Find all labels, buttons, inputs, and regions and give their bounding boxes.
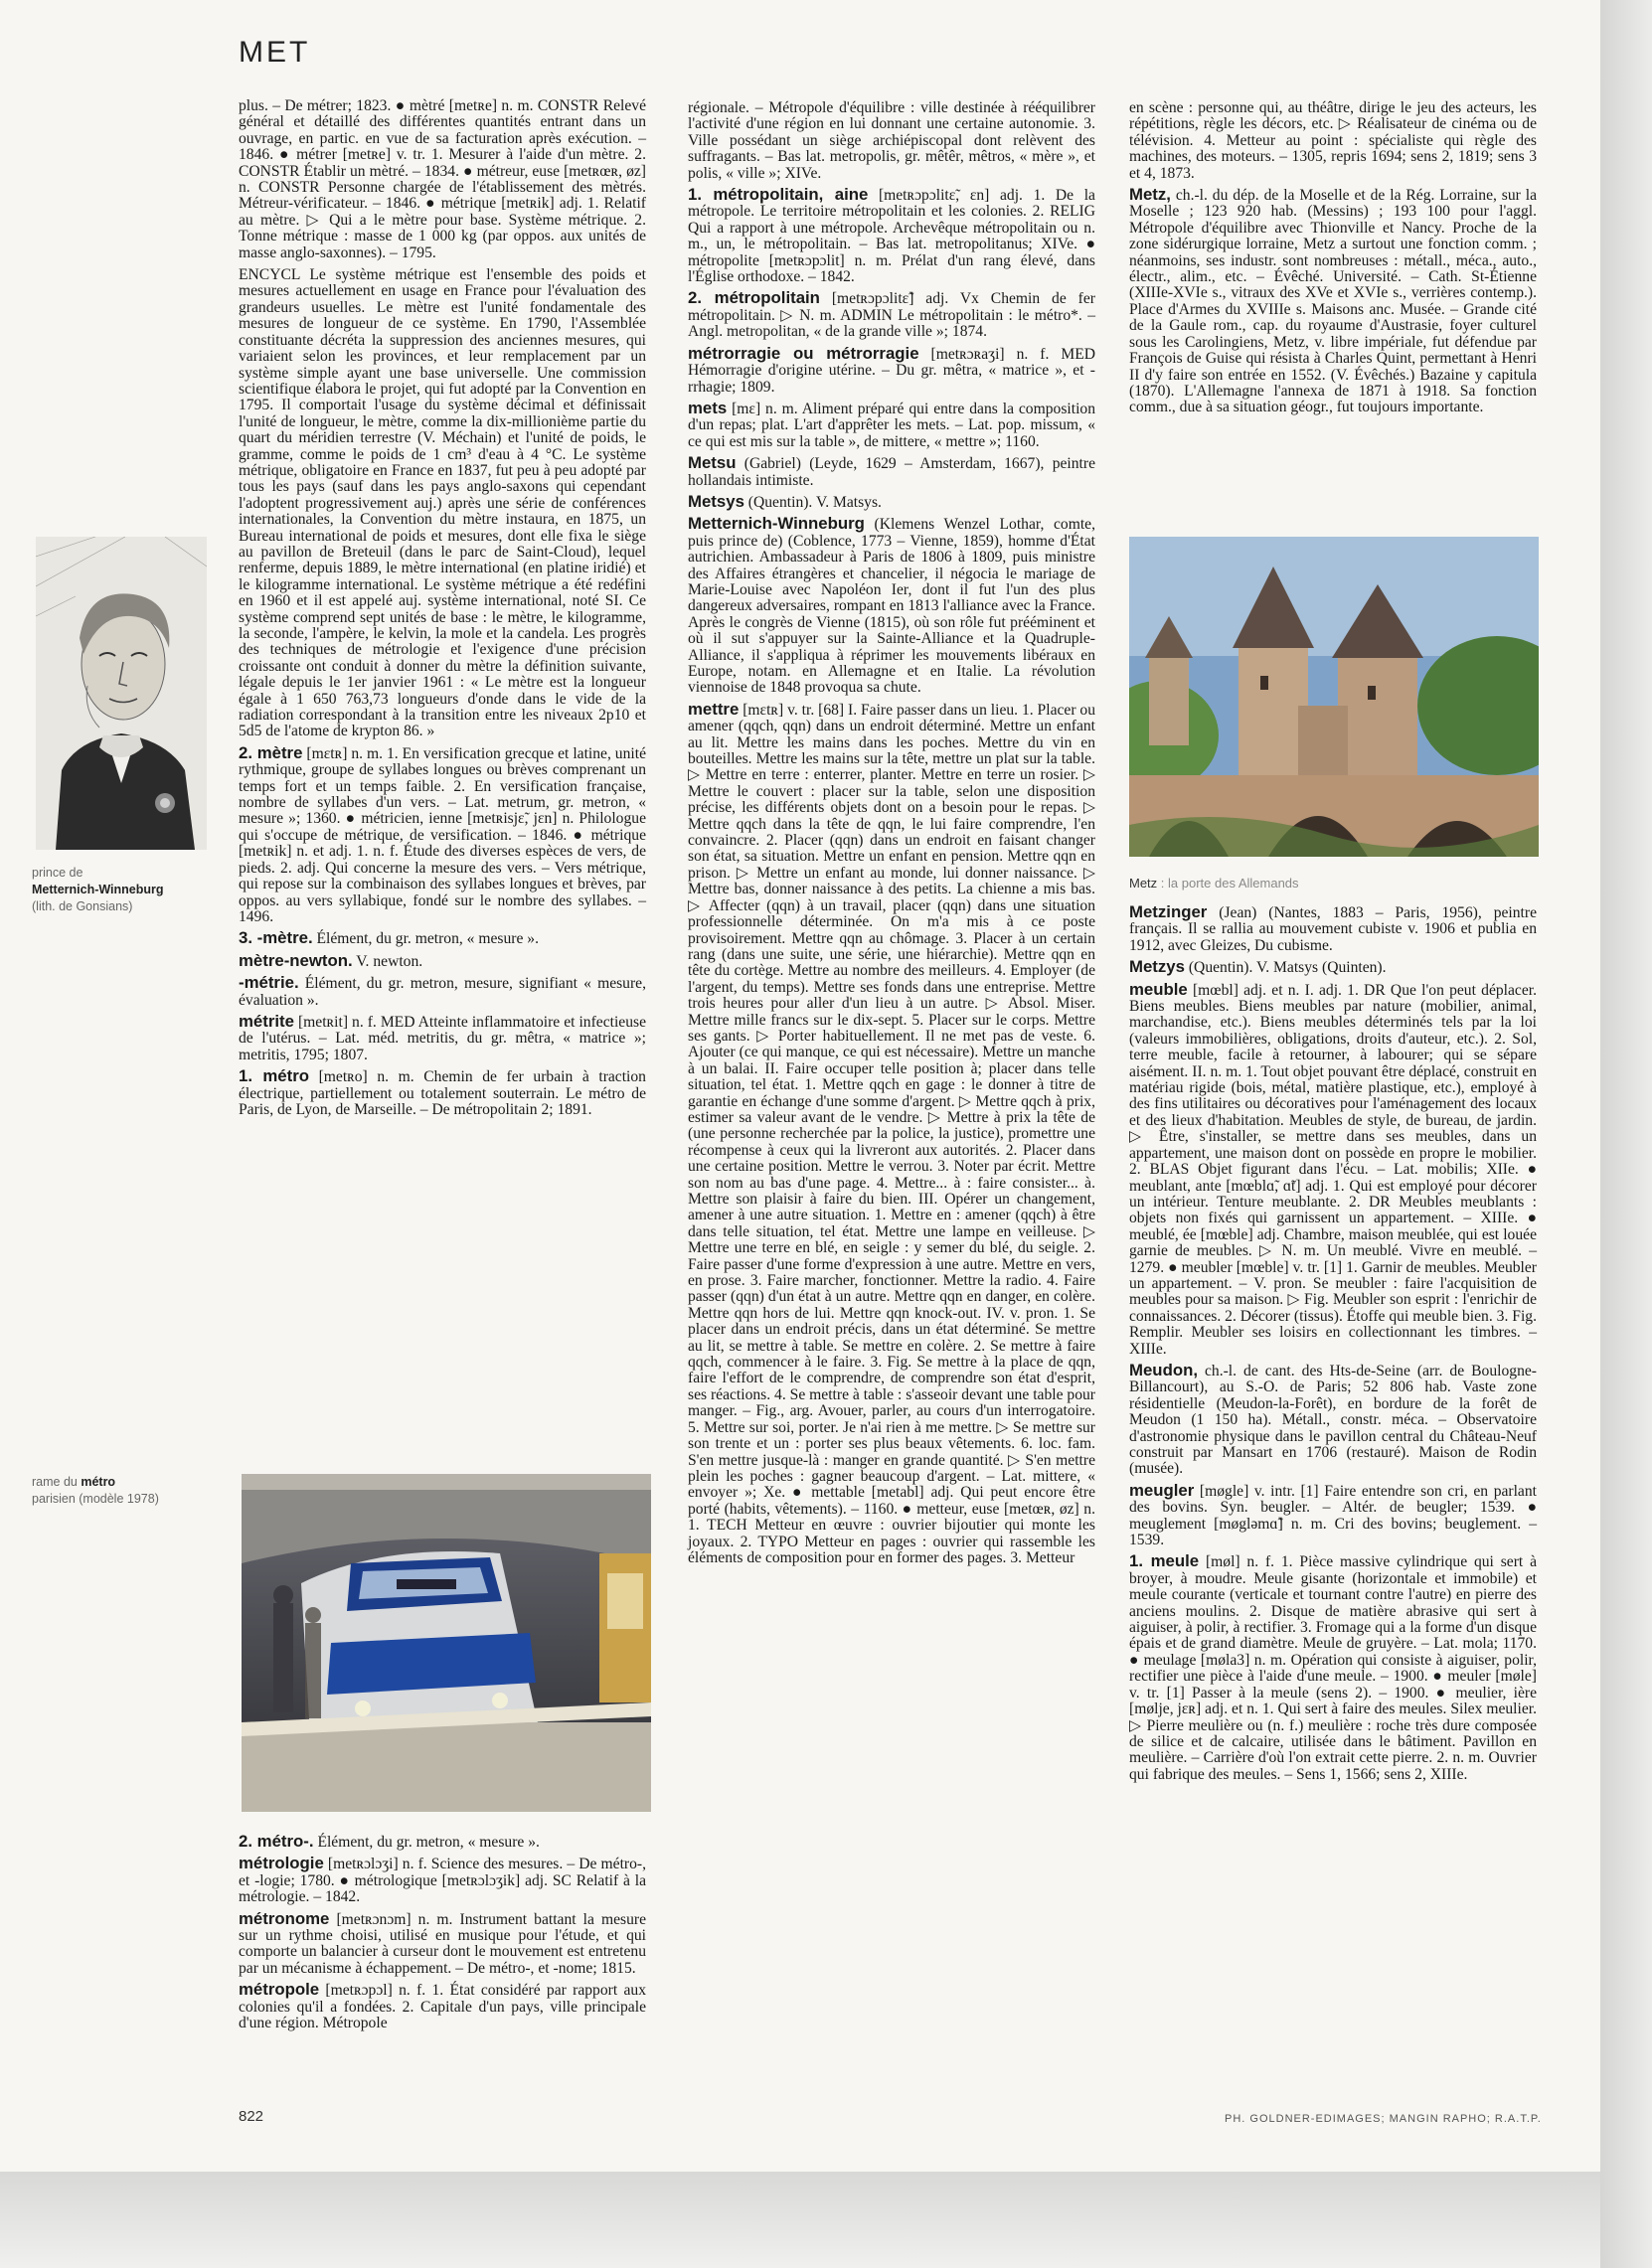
metro-train-illustration [242,1474,651,1812]
entry-definition: [metʀit] n. f. MED Atteinte inflammatoire et infectieuse de l'utérus. – Lat. méd. metritis, du gr. mêtra, « matrice »; metritis, 1795; 1807. [239,1013,646,1063]
entry-headword: 2. mètre [239,742,303,762]
dictionary-entry [239,975,646,1009]
entry-definition: régionale. – Métropole d'équilibre : ville destinée à rééquilibrer l'activité d'une région en lui donnant une certaine autonomie. 3. Ville possédant un siège archiépiscopal dont relèvent des suffragants. – Bas lat. metropolis, gr. mêtêr, mêtros, « mère », et polis, « ville »; XIVe. [688,99,1095,182]
metro-caption-line1: rame du [32,1475,78,1489]
dictionary-entry [239,1068,646,1118]
column-2 [688,99,1095,1571]
entry-headword: métropole [239,1980,320,2000]
photo-credit: PH. GOLDNER-EDIMAGES; MANGIN RAPHO; R.A.T.P. [1225,2113,1542,2125]
entry-definition: [metʀɔpɔlitɛ̃, ɛn] adj. 1. De la métropole. Le territoire métropolitain et les colonies. 2. RELIG Qui a rapport à une métropole. Archevêque métropolitain ou n. m., un, le métropolitain. – Bas lat. metropolitanus; XIVe. ● métropolite [metʀɔpɔlit] n. m. Prélat d'un rang élevé, dans l'Église orthodoxe. – 1842. [688,187,1095,286]
entry-definition: en scène : personne qui, au théâtre, dirige le jeu des acteurs, les répétitions, règle les décors, etc. ▷ Réalisateur de cinéma ou de télévision. 4. Metteur au point : spécialiste qui règle des machines, des moteurs. – 1305, repris 1694; sens 2, 1819; sens 3 et 4, 1873. [1129,99,1537,182]
metz-caption [1129,876,1539,891]
entry-headword: Metternich-Winneburg [688,514,865,534]
dictionary-entry [239,1982,646,2031]
running-head: MET [239,36,311,69]
entry-definition: [metʀɔnɔm] n. m. Instrument battant la mesure sur un rythme choisi, utilisé en musique pour l'étude, et qui comporte un balancier à curseur dont le mouvement est entretenu par un mécanisme à échappement. – De métro-, et -nome; 1815. [239,1910,646,1977]
entry-definition: (Quentin). V. Matsys (Quinten). [1184,959,1387,977]
entry-headword: Metzinger [1129,902,1208,921]
dictionary-entry [239,930,646,947]
metz-caption-text: : la porte des Allemands [1157,876,1299,891]
entry-definition: [møgle] v. intr. [1] Faire entendre son cri, en parlant des bovins. Syn. beugler. – Altér. de beugler; 1539. ● meuglement [møgləmɑ̃] n. m. Cri des bovins; beuglement. – 1539. [1129,1482,1537,1549]
dictionary-entry [239,1908,646,1978]
column-2-entries [688,99,1095,1566]
dictionary-entry [688,99,1095,182]
dictionary-entry [239,1011,646,1063]
entry-definition: (Jean) (Nantes, 1883 – Paris, 1956), peintre français. Il se rallia au mouvement cubiste v. 1906 et publia en 1912, avec Gleizes, Du cubisme. [1129,904,1537,954]
dictionary-entry [688,187,1095,285]
column-1-continued [239,1834,646,2036]
entry-headword: métrologie [239,1854,324,1873]
metternich-portrait-drawing [36,537,207,850]
entry-headword: -métrie. [239,973,299,993]
entry-headword: métrite [239,1011,294,1031]
entry-definition: V. newton. [352,952,423,970]
entry-definition: [metʀɔʀaʒi] n. f. MED Hémorragie d'origine utérine. – Du gr. mêtra, « matrice », et -rrhagie; 1809. [688,345,1095,396]
column-3 [1129,99,1537,421]
dictionary-entry [688,455,1095,489]
dictionary-entry [1129,1360,1537,1478]
portrait-caption-name: Metternich-Winneburg [32,883,164,896]
entry-definition: Élément, du gr. metron, « mesure ». [313,1834,540,1851]
metro-caption-name: métro [81,1475,116,1489]
entry-definition: Élément, du gr. metron, « mesure ». [312,930,539,948]
dictionary-entry [688,491,1095,511]
dictionary-entry [239,1856,646,1905]
entry-definition: (Quentin). V. Matsys. [743,493,882,511]
entry-definition: [metʀɔpɔlitɛ̃] adj. Vx Chemin de fer métropolitain. ▷ N. m. ADMIN Le métropolitain : le métro*. – Angl. metropolitan, « de la grande ville »; 1874. [688,290,1095,341]
entry-definition: [mɛ] n. m. Aliment préparé qui entre dans la composition d'un repas; plat. L'art d'apprêter les mets. – Lat. pop. missum, « ce qui est mis sur la table », de mittere, « mettre »; 1160. [688,400,1095,450]
dictionary-entry [688,699,1096,1567]
entry-definition: [metʀo] n. m. Chemin de fer urbain à traction électrique, partiellement ou totalement souterrain. Le métro de Paris, de Lyon, de Marseille. – De métropolitain 2; 1891. [239,1068,646,1118]
entry-headword: 1. métropolitain, aine [688,185,869,205]
dictionary-entry [239,266,646,740]
entry-headword: mets [688,398,728,417]
entry-headword: 2. métro-. [239,1832,314,1851]
metternich-portrait [36,537,207,850]
dictionary-entry [688,343,1095,396]
column-1-entries [239,97,646,1118]
page-edge-bottom [0,2172,1600,2268]
portrait-caption-line1: prince de [32,866,83,880]
entry-headword: Metz, [1129,185,1171,205]
column-3-continued-entries [1129,904,1537,1783]
entry-definition: [møl] n. f. 1. Pièce massive cylindrique qui sert à broyer, à moudre. Meule gisante (horizontale et immobile) et meule courante (verticale et tournant contre l'autre) en pierre des anciens moulins. 2. Disque de matière abrasive qui sert à aiguiser, à polir, à rectifier. 3. Fromage qui a la forme d'un disque épais et de grand diamètre. Meule de gruyère. – Lat. mola; 1170. ● meulage [møla3] n. m. Opération qui consiste à aiguiser, polir, rectifier une pièce à l'aide d'une meule. – 1900. ● meuler [møle] v. tr. [1] Passer à la meule (sens 2). – 1900. ● meulier, ière [mølje, jɛʀ] adj. et n. 1. Qui sert à faire des meules. Silex meulier. ▷ Pierre meulière ou (n. f.) meulière : roche très dure composée de silice et de calcaire, utilisée dans le bâtiment. Pavillon en meulière. – Carrière d'où l'on extrait cette pierre. 2. n. m. Ouvrier qui fabrique des meules. – Sens 1, 1566; sens 2, XIIIe. [1129,1553,1537,1783]
dictionary-entry [1129,979,1537,1358]
entry-headword: Metzys [1129,957,1185,977]
dictionary-entry [239,1834,646,1851]
entry-headword: meugler [1129,1480,1195,1500]
page-number: 822 [239,2108,264,2125]
entry-headword: Metsu [688,453,737,473]
column-3-continued [1129,904,1537,1788]
entry-headword: 3. -mètre. [239,928,313,948]
entry-headword: Meudon, [1129,1360,1198,1379]
page-edge-right [1600,0,1652,2268]
entry-headword: métronome [239,1908,330,1928]
dictionary-entry [239,742,646,925]
entry-definition: [mɛtʀ] v. tr. [68] I. Faire passer dans un lieu. 1. Placer ou amener (qqch, qqn) dans un endroit déterminé. Mettre un enfant au lit. Mettre les mains dans les poches. Mettre du vin en bouteilles. Mettre les mains sur la tête, mettre un plat sur la table. ▷ Mettre en terre : enterrer, planter. Mettre en terre un rosier. ▷ Mettre le couvert : placer sur la table, selon une disposition précise, les différents objets dont on a besoin pour le repas. ▷ Mettre qqch dans la tête de qqn, le lui faire comprendre, l'en convaincre. 2. Placer (qqn) dans un endroit en faisant changer son état, sa situation. Mettre un enfant en pension. Mettre qqn en prison. ▷ Mettre un enfant au monde, lui donner naissance. ▷ Mettre bas, donner naissance à des petits. La chienne a mis bas. ▷ Affecter (qqn) à un travail, placer (qqn) dans une situation professionnelle déterminée. On m'a mis à ce poste provisoirement. Mettre qqn au chômage. 3. Placer à un certain rang (dans une suite, une série, une hiérarchie). Mettre qqn en tête du cortège. Mettre au nombre des meilleurs. 4. Employer (de l'argent, du temps). Mettre ses fonds dans une entreprise. Mettre trois heures pour aller d'un lieu à un autre. ▷ Absol. Miser. Mettre mille francs sur le dix-sept. 5. Placer sur le corps. Mettre ses gants. ▷ Porter habituellement. Il ne met pas de veste. 6. Ajouter (ce qui manque, ce qui est nécessaire). Mettre un manche à un balai. II. Faire occuper telle position à; placer dans telle situation, tel état. 1. Mettre qqch en gage : le donner à titre de garantie en échange d'une somme d'argent. ▷ Mettre qqch à prix, estimer sa valeur avant de le vendre. ▷ Mettre à prix la tête de (une personne recherchée par la police, la justice), promettre une récompense à ceux qui la livreront aux autorités. 2. Placer dans une certaine position. Mettre le verrou. 3. Noter par écrit. Mettre son nom au bas d'une page. 4. Mettre... à : faire consister... à. Mettre son plaisir à faire du bien. III. Opérer un changement, amener à une autre situation. 1. Mettre en : amener (qqch) à être dans telle situation, tel état. Mettre une lampe en veilleuse. ▷ Mettre une terre en blé, en seigle : y semer du blé, du seigle. 2. Faire passer d'une forme d'expression à une autre. Mettre en vers, en prose. 3. Faire marcher, fonctionner. Mettre la radio. 4. Faire passer (qqn) d'un état à un autre. Mettre qqn en danger, en colère. Mettre qqn hors de lui. Mettre qqn knock-out. IV. v. pron. 1. Se placer dans un endroit précis, dans un état déterminé. Se mettre au lit, se mettre à table. Se mettre en colère. 2. Se mettre à faire qqch, commencer à le faire. 3. Fig. Se mettre à la place de qqn, faire l'effort de le comprendre, de comprendre son état d'esprit, ses réactions. 4. Se mettre à table : s'asseoir devant une table pour manger. – Fig., arg. Avouer, parler, au cours d'un interrogatoire. 5. Mettre sur soi, porter. Je n'ai rien à me mettre. ▷ Se mettre sur son trente et un : porter ses plus beaux vêtements. 6. loc. fam. S'en mettre jusque-là : manger en grande quantité. ▷ S'en mettre plein les poches : gagner beaucoup d'argent. – Lat. mittere, « envoyer »; Xe. ● mettable [metabl] adj. Qui peut encore être porté (habits, vêtements). – 1160. ● metteur, euse [metœʀ, øz] n. 1. TECH Metteur en œuvre : ouvrier bijoutier qui monte les joyaux. 2. TYPO Metteur en pages : ouvrier qui rassemble les éléments de composition pour en former des pages. 3. Metteur [688,701,1096,1566]
column-1 [239,97,646,1123]
entry-definition: (Gabriel) (Leyde, 1629 – Amsterdam, 1667), peintre hollandais intimiste. [688,455,1095,489]
entry-headword: mètre-newton. [239,950,353,970]
entry-definition: [metʀɔlɔʒi] n. f. Science des mesures. – De métro-, et -logie; 1780. ● métrologique [metʀɔlɔʒik] adj. SC Relatif à la métrologie. – 1842. [239,1856,646,1906]
entry-definition: ch.-l. du dép. de la Moselle et de la Rég. Lorraine, sur la Moselle ; 123 920 hab. (Messins) ; 193 100 pour l'aggl. Métropole d'équilibre avec Thionville et Nancy. Proche de la zone sidérurgique lorraine, Metz a surtout une fonction comm. ; néanmoins, ses industr. sont nombreuses : métall., méca., auto., électr., alim., etc. – Évêché. Université. – Cath. St-Étienne (XIIIe-XVIe s., vitraux des XVe et XVIe s., verrières contemp.). Place d'Armes du XVIIIe s. Maisons anc. Musée. – Grande cité de la Gaule rom., cap. du royaume d'Austrasie, foyer culturel sous les Carolingiens, Metz, v. libre impériale, fut défendue par François de Guise qui résista à Charles Quint, permettant à Henri II d'y faire son entrée en 1552. (V. Évêchés.) Bazaine y capitula (1870). L'Allemagne l'annexa de 1871 à 1918. Sa fonction comm., due à sa situation géogr., fut toujours importante. [1129,187,1537,416]
entry-definition: [mœbl] adj. et n. I. adj. 1. DR Que l'on peut déplacer. Biens meubles. Biens meubles par nature (mobilier, animal, marchandise, etc.). Biens meubles déterminés tels par la loi (valeurs immobilières, obligations, droits d'auteur, etc.). 2. Sol, terre meuble, facile à retourner, à labourer; qui se sépare aisément. II. n. m. 1. Tout objet pouvant être déplacé, construit en matériau rigide (bois, métal, matière plastique, etc.), employé à des fins utilitaires ou décoratives pour l'aménagement des locaux et des lieux d'habitation. Meubles de style, de bureau, de jardin. ▷ Être, s'installer, se mettre dans ses meubles, dans un appartement, une maison dont on possède en propre le mobilier. 2. BLAS Objet figurant dans l'écu. – Lat. mobilis; XIIe. ● meublant, ante [mœblɑ̃, ɑ̃t] adj. 1. Qui est employé pour décorer un intérieur. Tenture meublante. 2. DR Meubles meublants : objets non fixés qui garnissent un appartement. – XIIIe. ● meublé, ée [mœble] adj. Chambre, maison meublée, qui est louée garnie de meubles. ▷ N. m. Un meublé. Vivre en meublé. – 1279. ● meubler [mœble] v. tr. [1] 1. Garnir de meubles. Meubler un appartement. – V. pron. Se meubler : faire l'acquisition de meubles pour sa maison. ▷ Fig. Meubler son esprit : l'enrichir de connaissances. 2. Décorer (tissus). Étoffe qui meuble bien. 3. Fig. Remplir. Meubler ses loisirs en collectionnant les timbres. – XIIIe. [1129,981,1537,1358]
dictionary-entry [1129,187,1537,416]
dictionary-entry [1129,99,1537,182]
entry-headword: métrorragie ou métrorragie [688,343,919,363]
portrait-caption-line3: (lith. de Gonsians) [32,899,133,913]
metro-caption [32,1474,226,1508]
metro-caption-line2: parisien (modèle 1978) [32,1492,159,1506]
entry-headword: mettre [688,699,740,719]
entry-headword: Metsys [688,491,744,511]
column-3-entries [1129,99,1537,416]
metro-photo [242,1474,651,1812]
dictionary-entry [688,290,1095,340]
entry-definition: plus. – De métrer; 1823. ● mètré [metʀe] n. m. CONSTR Relevé général et détaillé des différentes quantités entrant dans un ouvrage, en partic. en vue de sa facturation après exécution. – 1846. ● métrer [metʀe] v. tr. 1. Mesurer à l'aide d'un mètre. 2. CONSTR Établir un mètré. – 1834. ● métreur, euse [metʀœʀ, øz] n. CONSTR Personne chargée de l'établissement des mètrés. Métreur-vérificateur. – 1846. ● métrique [metʀik] adj. 1. Relatif au mètre. ▷ Qui a le mètre pour base. Système métrique. 2. Tonne métrique : masse de 1 000 kg (par oppos. aux unités de masse anglo-saxonnes). – 1795. [239,97,646,261]
entry-definition: [mɛtʀ] n. m. 1. En versification grecque et latine, unité rythmique, groupe de syllabes longues ou brèves comprenant un temps fort et un temps faible. 2. En versification française, nombre de syllabes d'un vers. – Lat. metrum, gr. metron, « mesure »; 1360. ● métricien, ienne [metʀisjɛ̃, jɛn] n. Philologue qui s'occupe de métrique, de versification. – 1846. ● métrique [metʀik] n. et adj. 1. n. f. Étude des diverses espèces de vers, de pieds. 2. adj. Qui concerne la mesure des vers. – Vers métrique, qui repose sur la combinaison des syllabes longues et brèves, par oppos. au vers syllabique, fondé sur le nombre des syllabes. – 1496. [239,744,646,925]
dictionary-entry [1129,1553,1537,1783]
entry-definition: ENCYCL Le système métrique est l'ensemble des poids et mesures actuellement en usage en France pour l'évaluation des grandeurs usuelles. Le mètre est l'unité fondamentale des mesures de longueur de ce système. En 1790, l'Assemblée constituante décréta la suppression des anciennes mesures, qui variaient selon les provinces, et leur remplacement par un système simple ayant une base universelle. Une commission scientifique élabora le projet, qui fut adopté par la Convention en 1795. Il comportait l'usage du système décimal et définissait l'unité de longueur, le mètre, comme la dix-millionième partie du quart du méridien terrestre (V. Méchain) et l'unité de poids, le gramme, comme le poids de 1 cm³ d'eau à 4 °C. Le système métrique, obligatoire en France en 1837, fut peu à peu adopté par tous les pays (sauf dans les pays anglo-saxons qui cependant l'adoptent progressivement auj.) après une série de conférences internationales, la Convention du mètre instaura, en 1875, un Bureau international de poids et mesures, dont elle fixa le siège au pavillon de Breteuil (dans le parc de Saint-Cloud), lequel renferme, depuis 1889, le mètre international (en platine iridié) et le kilogramme international. Le système métrique a été redéfini en 1960 et il est appelé auj. système international, noté SI. Ce système comprend sept unités de base : le mètre, le kilogramme, la seconde, l'ampère, le kelvin, la mole et la candela. Les progrès des techniques de métrologie et l'exigence d'une précision croissante ont conduit à donner du mètre la définition suivante, légale depuis le 1er janvier 1961 : « Le mètre est la longueur égale à 1 650 763,73 longueurs d'onde dans le vide de la radiation correspondant à la transition entre les niveaux 2p10 et 5d5 de l'atome de krypton 86. » [239,266,646,740]
entry-headword: 2. métropolitain [688,288,820,308]
entry-headword: 1. métro [239,1066,309,1086]
metz-photo [1129,537,1539,857]
dictionary-entry [1129,959,1537,976]
column-1-continued-entries [239,1834,646,2031]
entry-definition: (Klemens Wenzel Lothar, comte, puis prince de) (Coblence, 1773 – Vienne, 1859), homme d'État autrichien. Ambassadeur à Paris de 1806 à 1809, puis ministre des Affaires étrangères et chancelier, il négocia le mariage de Marie-Louise avec Napoléon Ier, dont il fut l'un des plus dangereux adversaires, rompant en 1813 l'alliance avec la France. Après le congrès de Vienne (1815), où son rôle fut prééminent et où il sut s'appuyer sur la Sainte-Alliance et la Quadruple-Alliance, il s'appliqua à réprimer les mouvements libéraux en Europe, notam. en Allemagne et en Italie. La révolution viennoise de 1848 provoqua sa chute. [688,516,1095,697]
dictionary-entry [239,97,646,261]
dictionary-entry [688,516,1095,696]
entry-definition: [metʀɔpɔl] n. f. 1. État considéré par rapport aux colonies qu'il a fondées. 2. Capitale d'un pays, ville principale d'une région. Métropole [239,1982,646,2032]
metz-gate-illustration [1129,537,1539,857]
portrait-caption [32,865,226,915]
entry-definition: Élément, du gr. metron, mesure, signifiant « mesure, évaluation ». [239,975,646,1009]
metz-caption-name: Metz [1129,876,1158,891]
dictionary-entry [1129,904,1537,954]
entry-headword: 1. meule [1129,1551,1200,1571]
entry-headword: meuble [1129,979,1188,999]
entry-definition: ch.-l. de cant. des Hts-de-Seine (arr. de Boulogne-Billancourt), au S.-O. de Paris; 52 806 hab. Vaste zone résidentielle (Meudon-la-Forêt), en bordure de la forêt de Meudon (1 150 ha). Métall., constr. méca. – Observatoire d'astronomie physique dans le pavillon central du Château-Neuf construit par Mansart en 1706 (restauré). Maison de Rodin (musée). [1129,1362,1537,1478]
dictionary-entry [1129,1480,1537,1549]
dictionary-entry [239,950,646,970]
dictionary-entry [688,398,1095,450]
